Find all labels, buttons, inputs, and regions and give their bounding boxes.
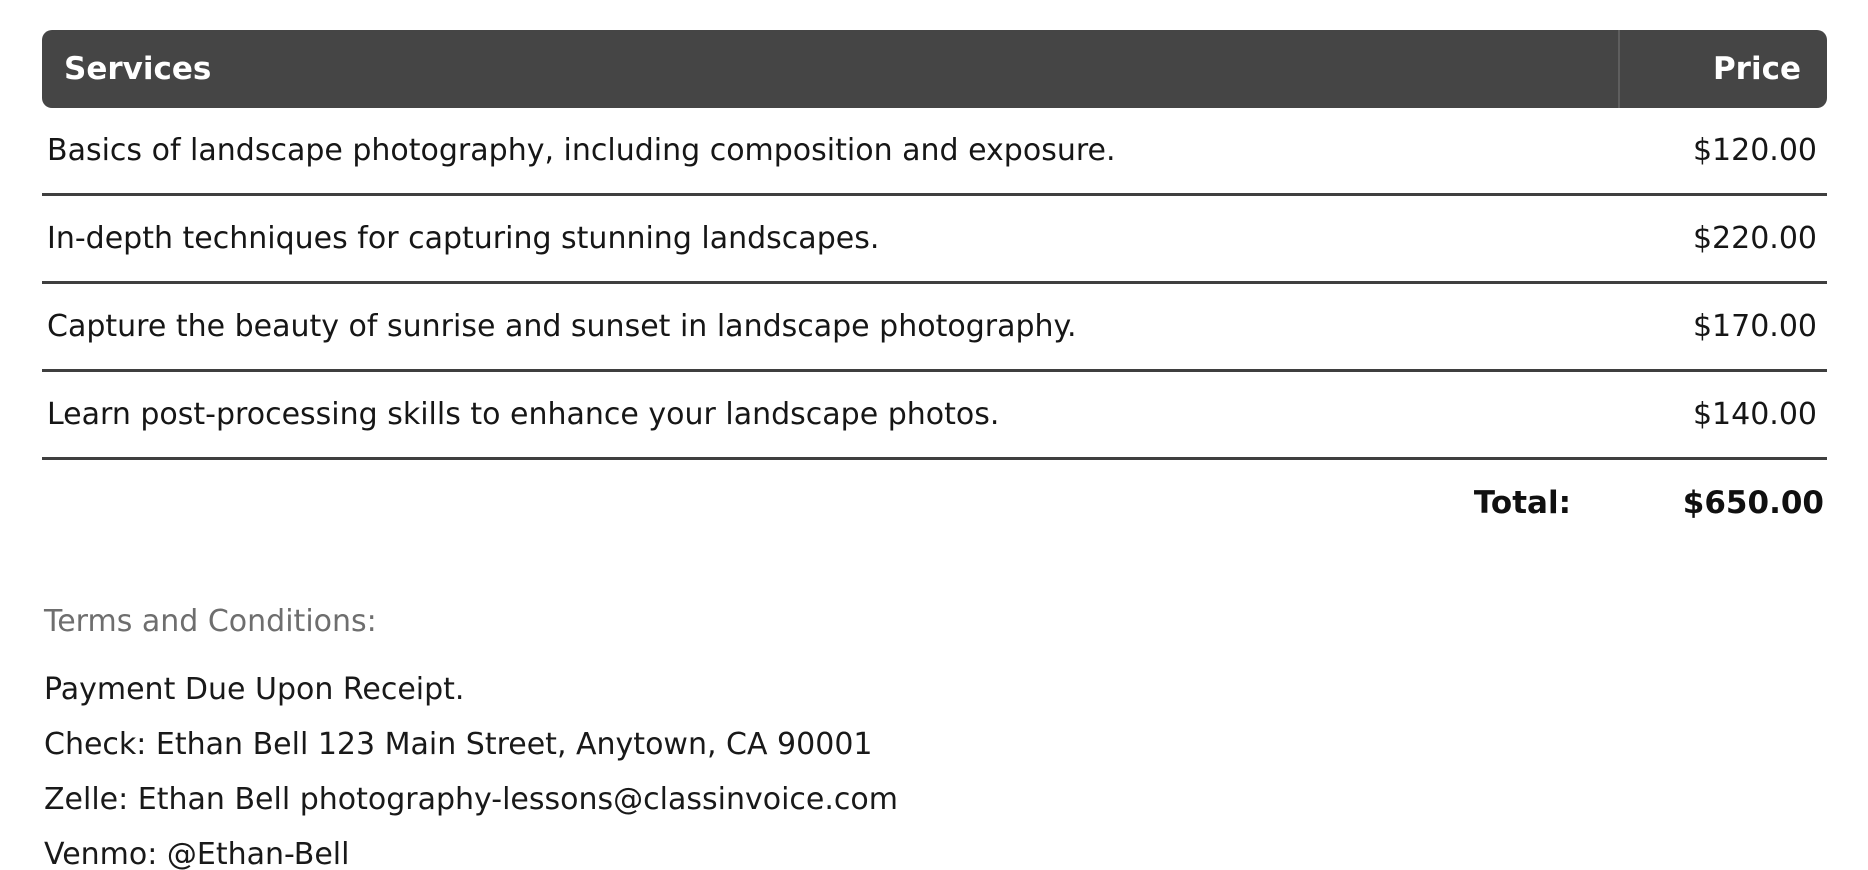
terms-line-zelle: Zelle: Ethan Bell photography-lessons@classinvoice.com [44,782,898,817]
service-price: $170.00 [1692,309,1817,344]
column-header-price: Price [1712,51,1801,87]
service-description: Learn post-processing skills to enhance your landscape photos. [47,397,1000,432]
table-header-row [42,30,1827,108]
service-price: $140.00 [1692,397,1817,432]
terms-heading: Terms and Conditions: [44,604,377,639]
service-price: $220.00 [1692,221,1817,256]
terms-section [44,602,1828,870]
terms-line-venmo: Venmo: @Ethan-Bell [44,837,350,870]
service-description: Basics of landscape photography, including composition and exposure. [47,133,1116,168]
table-row [42,372,1827,460]
terms-line-check: Check: Ethan Bell 123 Main Street, Anytown, CA 90001 [44,727,873,762]
service-description: In-depth techniques for capturing stunning landscapes. [47,221,880,256]
services-table [42,30,1827,546]
terms-line-payment: Payment Due Upon Receipt. [44,672,465,707]
total-value: $650.00 [1682,485,1824,521]
table-row [42,196,1827,284]
service-description: Capture the beauty of sunrise and sunset in landscape photography. [47,309,1077,344]
table-row [42,284,1827,372]
column-header-services: Services [64,51,212,87]
total-row [42,460,1827,546]
total-label: Total: [1473,485,1571,521]
service-price: $120.00 [1692,133,1817,168]
table-row [42,108,1827,196]
